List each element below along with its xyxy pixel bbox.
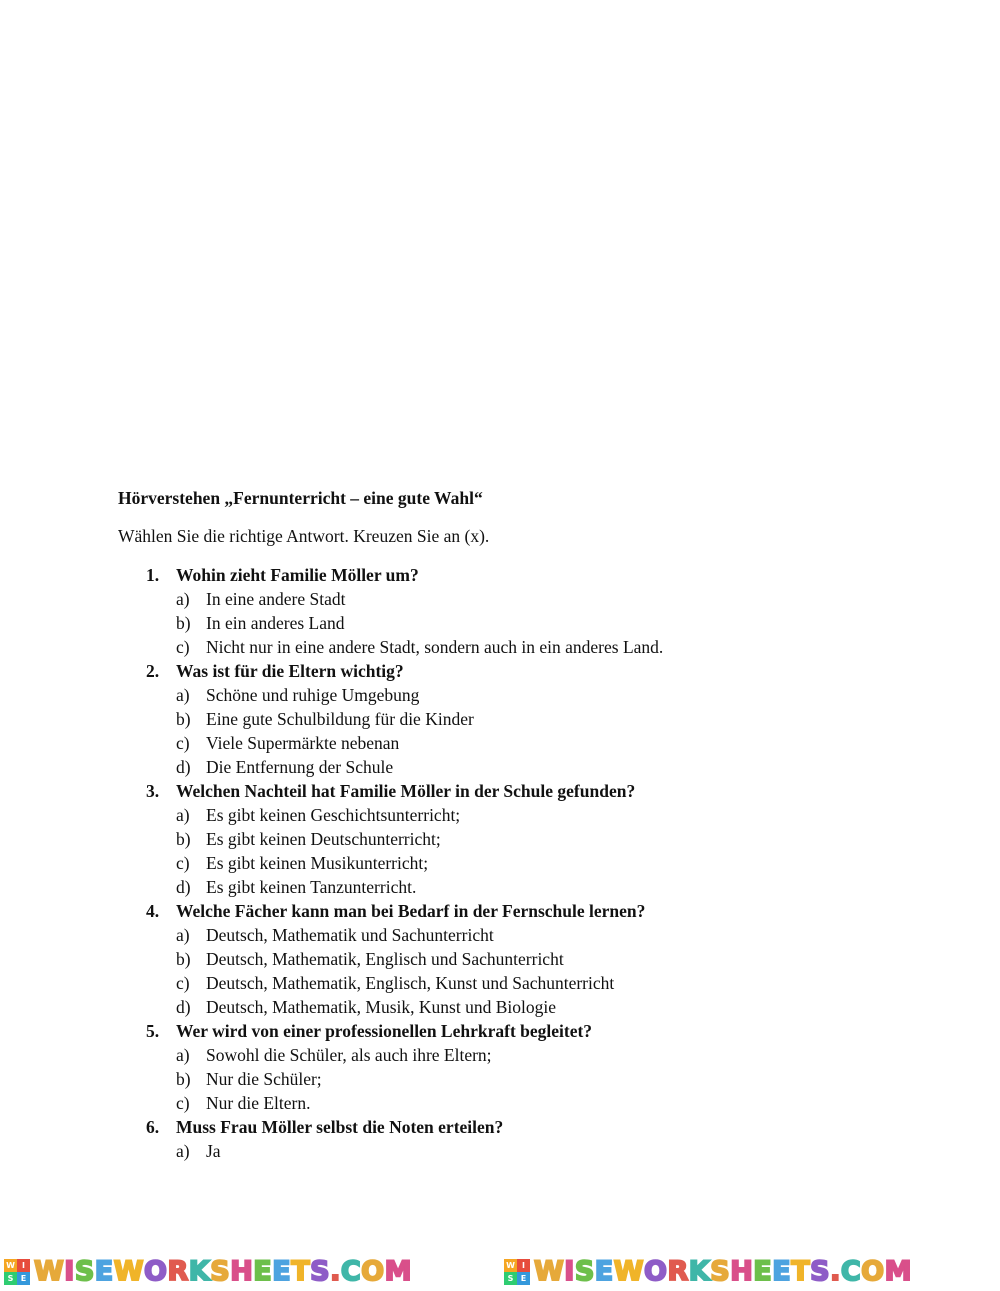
option-text: Nur die Eltern. bbox=[206, 1093, 311, 1113]
question-number: 4. bbox=[146, 901, 160, 921]
option-letter: c) bbox=[176, 853, 190, 873]
option-text: Es gibt keinen Geschichtsunterricht; bbox=[206, 805, 461, 825]
answer-option[interactable] bbox=[146, 1043, 966, 1067]
option-letter: a) bbox=[176, 805, 190, 825]
option-letter: a) bbox=[176, 1141, 190, 1161]
logo-tile: I bbox=[517, 1259, 530, 1272]
logo-tile: S bbox=[4, 1272, 17, 1285]
answer-option[interactable] bbox=[146, 995, 966, 1019]
option-text: Schöne und ruhige Umgebung bbox=[206, 685, 420, 705]
brand-wordmark: WISEWORKSHEETS.COM bbox=[34, 1256, 412, 1287]
question-text: Muss Frau Möller selbst die Noten erteilen? bbox=[176, 1117, 504, 1137]
answer-option[interactable] bbox=[146, 731, 966, 755]
option-text: Ja bbox=[206, 1141, 221, 1161]
question-number: 2. bbox=[146, 661, 160, 681]
answer-option[interactable] bbox=[146, 635, 966, 659]
answer-option[interactable] bbox=[146, 971, 966, 995]
question-6 bbox=[146, 1115, 966, 1139]
question-text: Wohin zieht Familie Möller um? bbox=[176, 565, 419, 585]
logo-mark bbox=[504, 1259, 530, 1285]
question-5 bbox=[146, 1019, 966, 1043]
option-letter: a) bbox=[176, 685, 190, 705]
option-text: Es gibt keinen Deutschunterricht; bbox=[206, 829, 441, 849]
option-text: Deutsch, Mathematik, Englisch und Sachunterricht bbox=[206, 949, 564, 969]
question-4 bbox=[146, 899, 966, 923]
footer-watermark bbox=[0, 1256, 1000, 1288]
answer-option[interactable] bbox=[146, 755, 966, 779]
option-text: Nicht nur in eine andere Stadt, sondern auch in ein anderes Land. bbox=[206, 637, 664, 657]
answer-option[interactable] bbox=[146, 827, 966, 851]
question-number: 6. bbox=[146, 1117, 160, 1137]
option-text: Deutsch, Mathematik, Englisch, Kunst und Sachunterricht bbox=[206, 973, 615, 993]
option-text: In ein anderes Land bbox=[206, 613, 345, 633]
question-text: Was ist für die Eltern wichtig? bbox=[176, 661, 404, 681]
option-letter: d) bbox=[176, 757, 191, 777]
question-number: 5. bbox=[146, 1021, 160, 1041]
option-letter: a) bbox=[176, 589, 190, 609]
option-text: Deutsch, Mathematik, Musik, Kunst und Biologie bbox=[206, 997, 556, 1017]
logo-tile: E bbox=[17, 1272, 30, 1285]
answer-option[interactable] bbox=[146, 707, 966, 731]
question-1 bbox=[146, 563, 966, 587]
logo-tile: W bbox=[4, 1259, 17, 1272]
answer-option[interactable] bbox=[146, 1067, 966, 1091]
answer-option[interactable] bbox=[146, 803, 966, 827]
option-text: Es gibt keinen Tanzunterricht. bbox=[206, 877, 417, 897]
option-letter: a) bbox=[176, 925, 190, 945]
option-letter: b) bbox=[176, 829, 191, 849]
option-letter: b) bbox=[176, 949, 191, 969]
question-2 bbox=[146, 659, 966, 683]
question-list bbox=[146, 563, 966, 1163]
option-letter: c) bbox=[176, 733, 190, 753]
answer-option[interactable] bbox=[146, 683, 966, 707]
worksheet-title: Hörverstehen „Fernunterricht – eine gute Wahl“ bbox=[118, 488, 483, 508]
option-text: Sowohl die Schüler, als auch ihre Eltern; bbox=[206, 1045, 492, 1065]
answer-option[interactable] bbox=[146, 1139, 966, 1163]
option-letter: d) bbox=[176, 997, 191, 1017]
option-text: Die Entfernung der Schule bbox=[206, 757, 394, 777]
option-letter: c) bbox=[176, 637, 190, 657]
option-letter: c) bbox=[176, 973, 190, 993]
option-letter: c) bbox=[176, 1093, 190, 1113]
option-text: In eine andere Stadt bbox=[206, 589, 346, 609]
option-letter: d) bbox=[176, 877, 191, 897]
option-text: Nur die Schüler; bbox=[206, 1069, 322, 1089]
question-number: 3. bbox=[146, 781, 160, 801]
logo-tile: W bbox=[504, 1259, 517, 1272]
answer-option[interactable] bbox=[146, 611, 966, 635]
logo-tile: E bbox=[517, 1272, 530, 1285]
answer-option[interactable] bbox=[146, 875, 966, 899]
question-text: Wer wird von einer professionellen Lehrkraft begleitet? bbox=[176, 1021, 593, 1041]
answer-option[interactable] bbox=[146, 923, 966, 947]
option-letter: a) bbox=[176, 1045, 190, 1065]
logo-mark bbox=[4, 1259, 30, 1285]
option-letter: b) bbox=[176, 613, 191, 633]
logo-tile: S bbox=[504, 1272, 517, 1285]
answer-option[interactable] bbox=[146, 587, 966, 611]
option-text: Eine gute Schulbildung für die Kinder bbox=[206, 709, 474, 729]
answer-option[interactable] bbox=[146, 1091, 966, 1115]
logo-tile: I bbox=[17, 1259, 30, 1272]
question-number: 1. bbox=[146, 565, 160, 585]
answer-option[interactable] bbox=[146, 851, 966, 875]
option-text: Viele Supermärkte nebenan bbox=[206, 733, 400, 753]
brand-wordmark: WISEWORKSHEETS.COM bbox=[534, 1256, 912, 1287]
option-letter: b) bbox=[176, 709, 191, 729]
question-3 bbox=[146, 779, 966, 803]
option-text: Deutsch, Mathematik und Sachunterricht bbox=[206, 925, 494, 945]
answer-option[interactable] bbox=[146, 947, 966, 971]
worksheet-instruction: Wählen Sie die richtige Antwort. Kreuzen Sie an (x). bbox=[118, 526, 490, 546]
question-text: Welchen Nachteil hat Familie Möller in der Schule gefunden? bbox=[176, 781, 636, 801]
option-letter: b) bbox=[176, 1069, 191, 1089]
option-text: Es gibt keinen Musikunterricht; bbox=[206, 853, 429, 873]
question-text: Welche Fächer kann man bei Bedarf in der Fernschule lernen? bbox=[176, 901, 646, 921]
